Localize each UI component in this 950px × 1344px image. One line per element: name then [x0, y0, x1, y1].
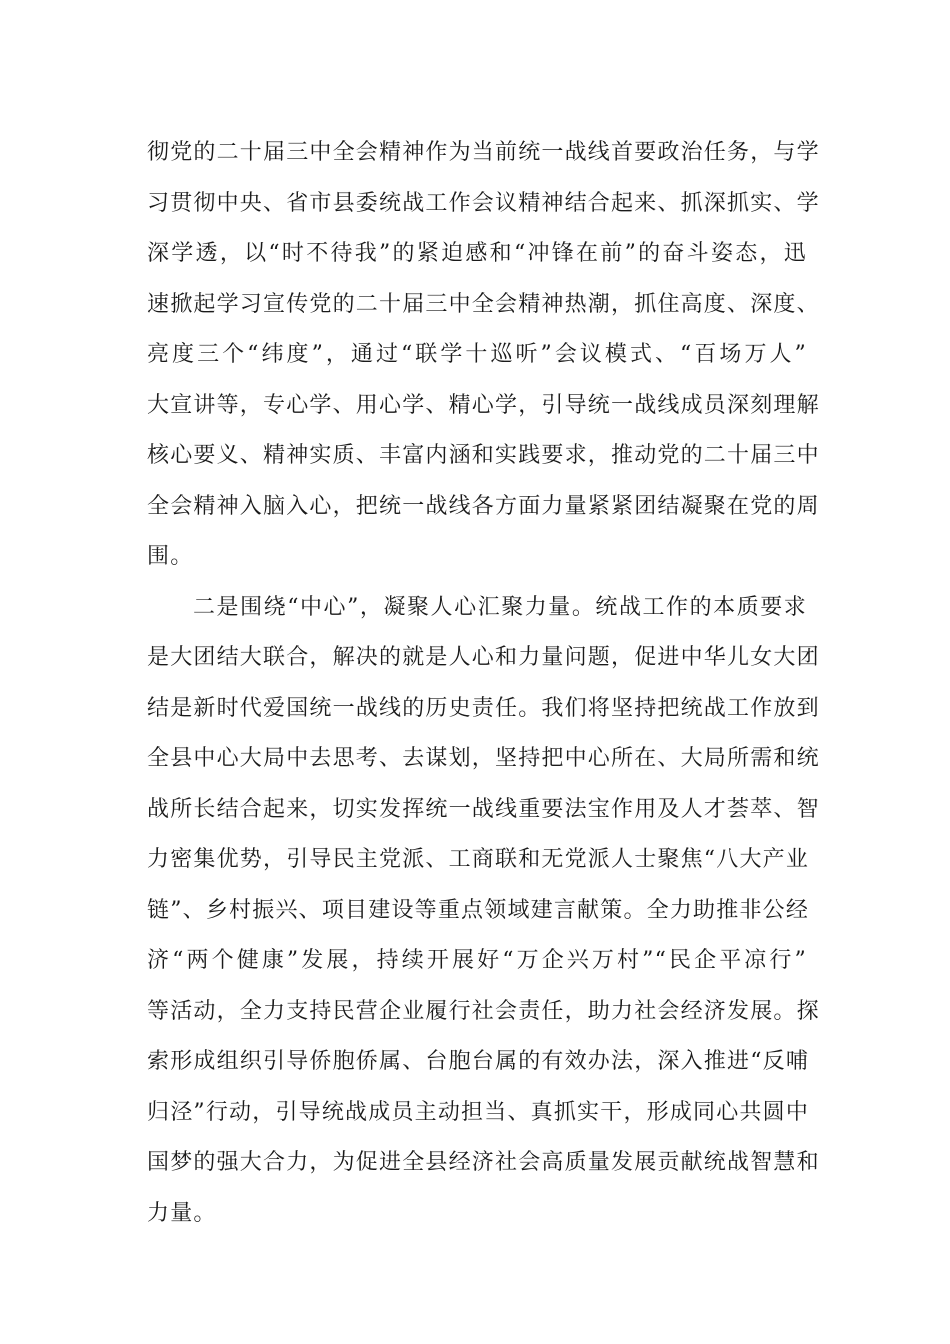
paragraph-line: 全会精神入脑入心，把统一战线各方面力量紧紧团结凝聚在党的周 [147, 493, 820, 519]
paragraph-line: 力量。 [147, 1200, 217, 1226]
paragraph-line: 国梦的强大合力，为促进全县经济社会高质量发展贡献统战智慧和 [147, 1150, 820, 1175]
paragraph-line: 等活动，全力支持民营企业履行社会责任，助力社会经济发展。探 [147, 998, 820, 1024]
paragraph-line: 彻党的二十届三中全会精神作为当前统一战线首要政治任务，与学 [147, 140, 820, 165]
paragraph-line: 结是新时代爱国统一战线的历史责任。我们将坚持把统战工作放到 [147, 695, 820, 721]
paragraph-line: 深学透，以“时不待我”的紧迫感和“冲锋在前”的奋斗姿态，迅 [147, 241, 807, 266]
paragraph-2 [147, 583, 820, 1240]
paragraph-line: 二是围绕“中心”，凝聚人心汇聚力量。统战工作的本质要求 [193, 594, 807, 620]
paragraph-line: 围。 [147, 544, 194, 569]
paragraph-line: 力密集优势，引导民主党派、工商联和无党派人士聚焦“八大产业 [147, 847, 810, 872]
paragraph-line: 济“两个健康”发展，持续开展好“万企兴万村”“民企平凉行” [147, 948, 807, 973]
paragraph-line: 链”、乡村振兴、项目建设等重点领域建言献策。全力助推非公经 [147, 897, 810, 923]
document-body [147, 128, 820, 1239]
paragraph-line: 归泾”行动，引导统战成员主动担当、真抓实干，形成同心共圆中 [147, 1099, 810, 1125]
paragraph-1 [147, 128, 820, 583]
paragraph-line: 习贯彻中央、省市县委统战工作会议精神结合起来、抓深抓实、学 [147, 190, 820, 216]
paragraph-line: 核心要义、精神实质、丰富内涵和实践要求，推动党的二十届三中 [147, 443, 820, 468]
paragraph-line: 索形成组织引导侨胞侨属、台胞台属的有效办法，深入推进“反哺 [147, 1049, 810, 1074]
paragraph-line: 全县中心大局中去思考、去谋划，坚持把中心所在、大局所需和统 [147, 746, 820, 771]
paragraph-line: 亮度三个“纬度”，通过“联学十巡听”会议模式、“百场万人” [147, 342, 807, 367]
paragraph-line: 是大团结大联合，解决的就是人心和力量问题，促进中华儿女大团 [147, 645, 820, 670]
paragraph-line: 战所长结合起来，切实发挥统一战线重要法宝作用及人才荟萃、智 [147, 796, 820, 822]
paragraph-line: 大宣讲等，专心学、用心学、精心学，引导统一战线成员深刻理解 [147, 392, 820, 418]
paragraph-line: 速掀起学习宣传党的二十届三中全会精神热潮，抓住高度、深度、 [147, 291, 820, 317]
